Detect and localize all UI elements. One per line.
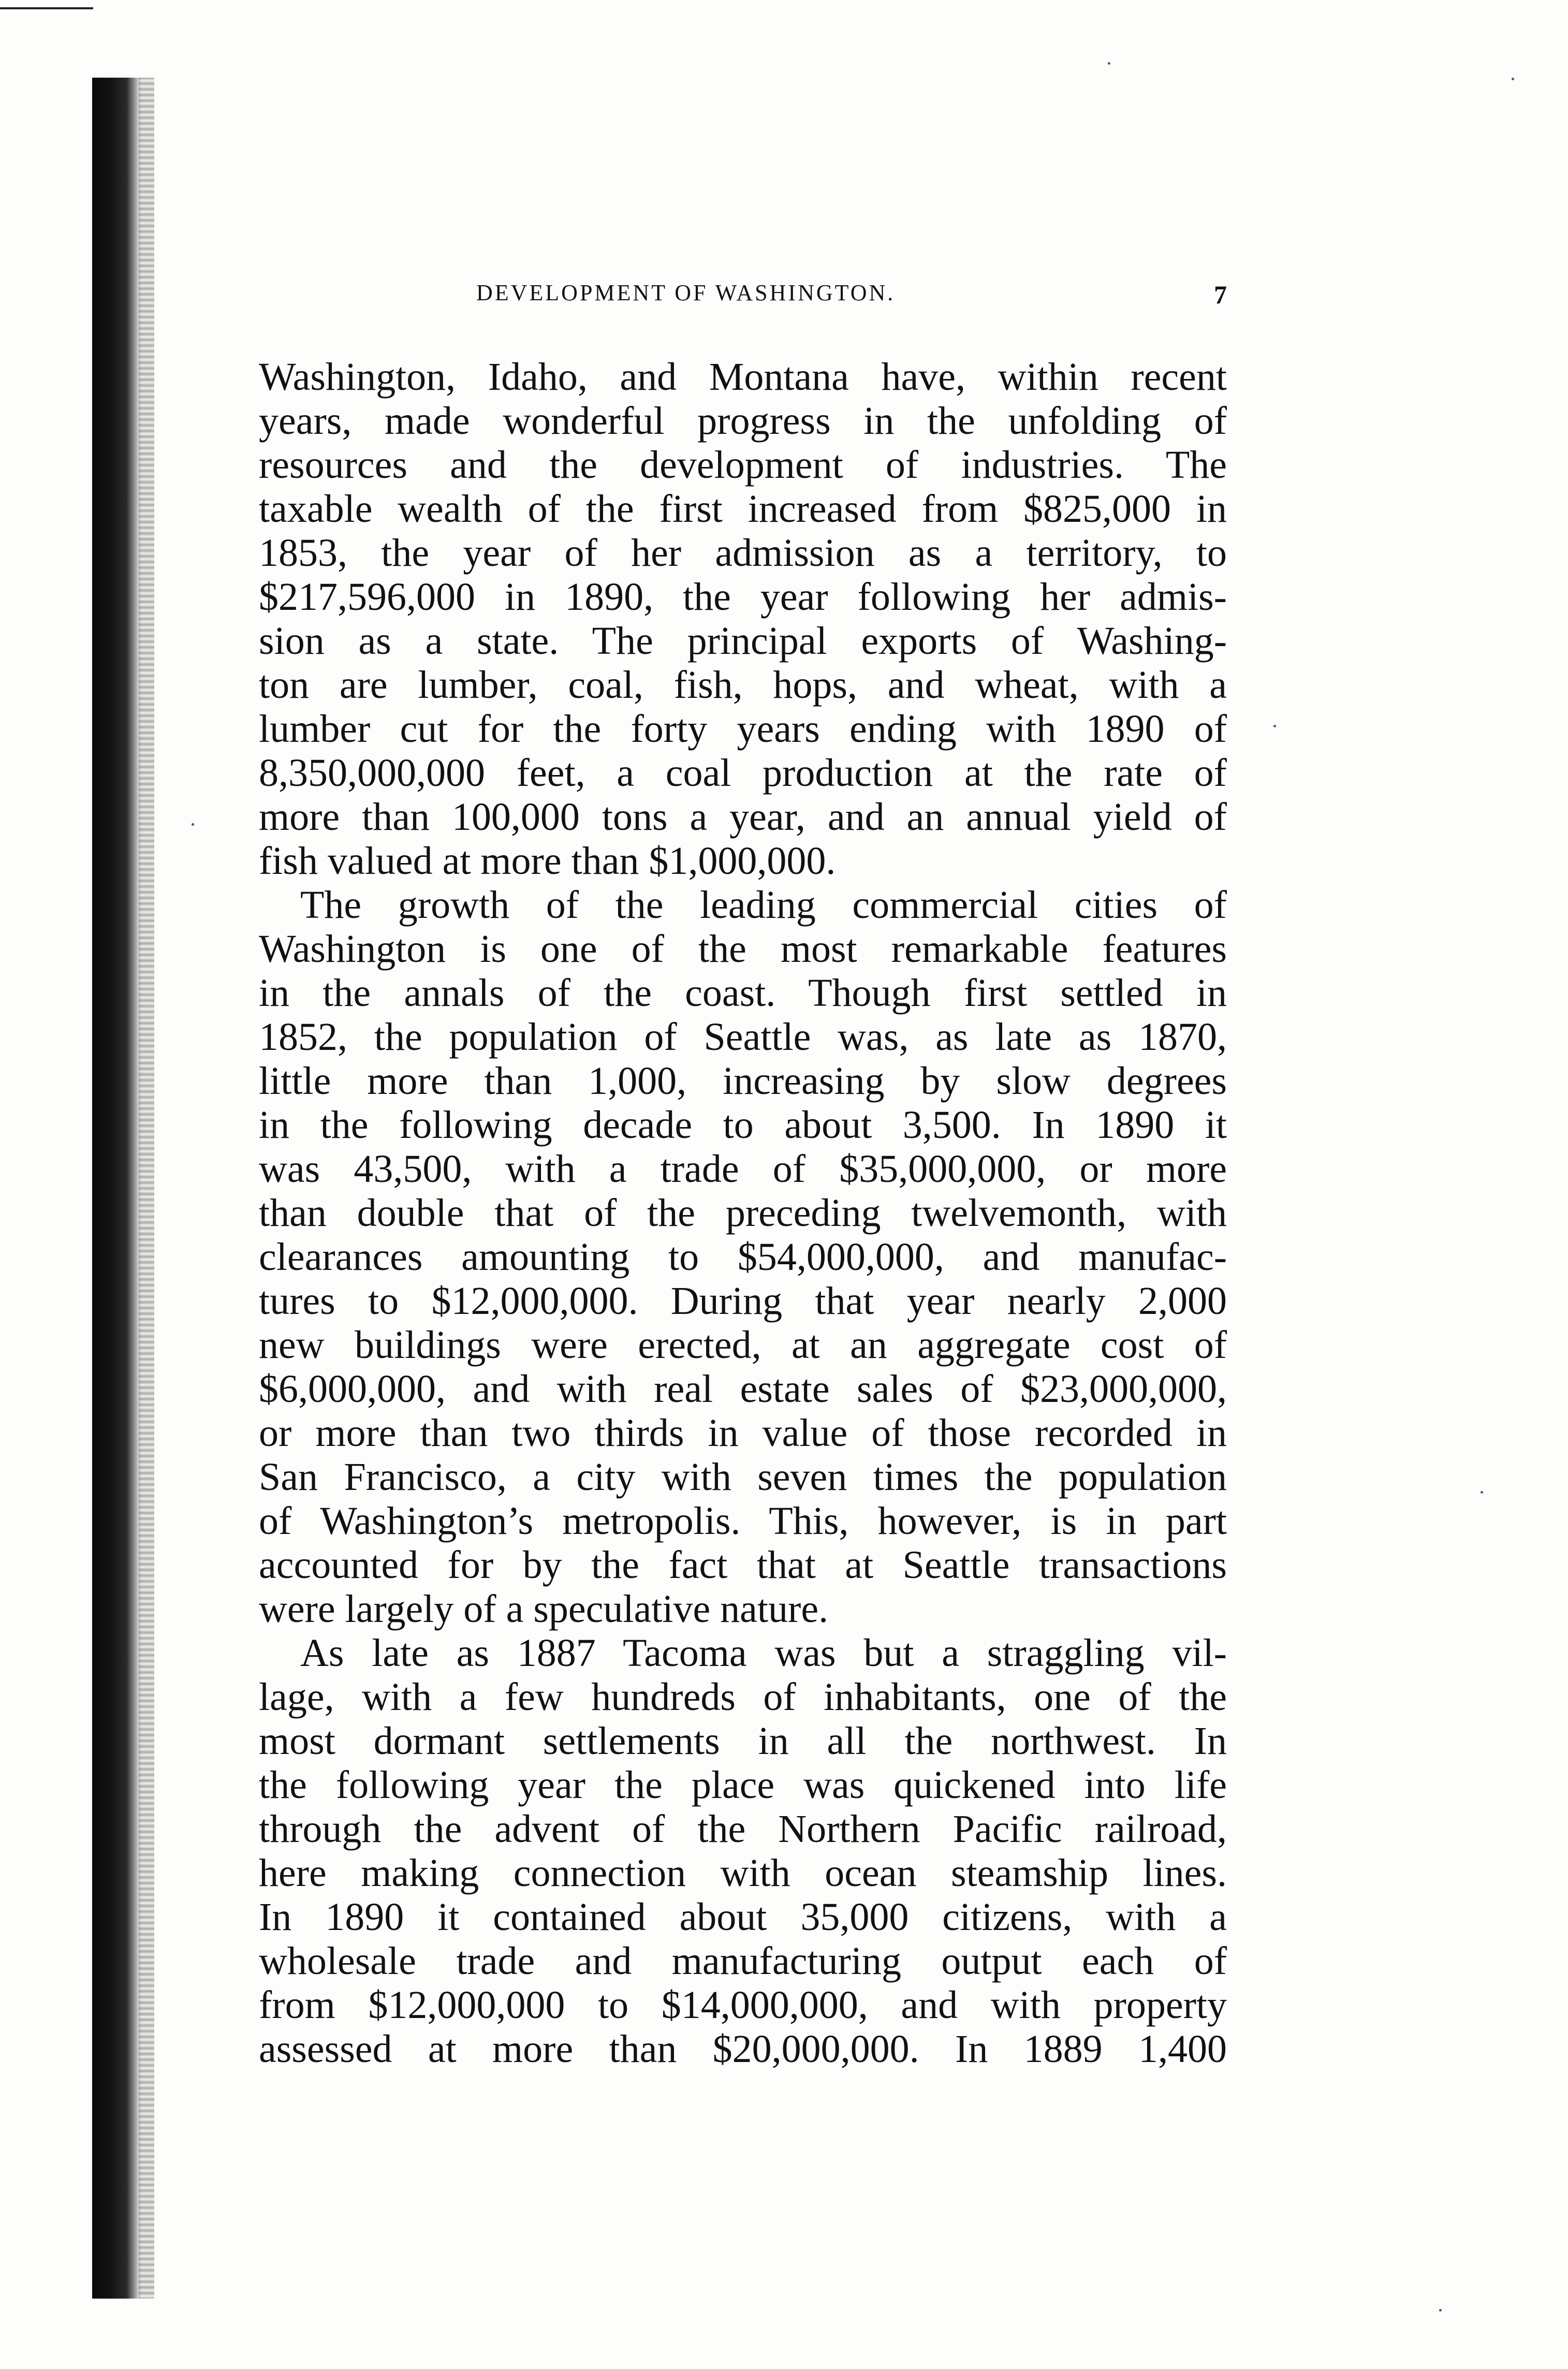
text-line: the following year the place was quickened into life (259, 1763, 1227, 1807)
body-text (259, 355, 1227, 2071)
text-line: 8,350,000,000 feet, a coal production at the rate of (259, 751, 1227, 795)
text-line: were largely of a speculative nature. (259, 1587, 829, 1631)
speck (1108, 62, 1110, 65)
text-line: Washington is one of the most remarkable features (259, 927, 1227, 971)
text-line: tures to $12,000,000. During that year nearly 2,000 (259, 1279, 1227, 1323)
text-line: San Francisco, a city with seven times the population (259, 1455, 1227, 1499)
text-line: lage, with a few hundreds of inhabitants, one of the (259, 1675, 1227, 1719)
text-line: little more than 1,000, increasing by slow degrees (259, 1059, 1227, 1103)
text-line: than double that of the preceding twelvemonth, with (259, 1191, 1227, 1235)
text-line: most dormant settlements in all the northwest. In (259, 1719, 1227, 1763)
binding-shadow (92, 78, 141, 2299)
text-line: of Washington’s metropolis. This, however, is in part (259, 1499, 1227, 1543)
speck (1481, 1491, 1483, 1494)
text-line: new buildings were erected, at an aggregate cost of (259, 1323, 1227, 1367)
corner-mark (0, 7, 93, 9)
text-line: was 43,500, with a trade of $35,000,000, or more (259, 1147, 1227, 1191)
text-line: $217,596,000 in 1890, the year following her admis- (259, 575, 1227, 619)
text-line: taxable wealth of the first increased from $825,000 in (259, 487, 1227, 531)
text-line: clearances amounting to $54,000,000, and manufac- (259, 1235, 1227, 1279)
text-line: in the annals of the coast. Though first settled in (259, 971, 1227, 1015)
text-line: wholesale trade and manufacturing output each of (259, 1939, 1227, 1983)
running-title: DEVELOPMENT OF WASHINGTON. (476, 280, 896, 305)
text-line: accounted for by the fact that at Seattle transactions (259, 1543, 1227, 1587)
text-line: or more than two thirds in value of those recorded in (259, 1411, 1227, 1455)
text-line: assessed at more than $20,000,000. In 1889 1,400 (259, 2027, 1227, 2071)
binding-edge (139, 78, 154, 2299)
text-line: through the advent of the Northern Pacific railroad, (259, 1807, 1227, 1851)
speck (192, 823, 194, 826)
text-line: here making connection with ocean steamship lines. (259, 1851, 1227, 1895)
text-line: 1853, the year of her admission as a territory, to (259, 531, 1227, 575)
text-line: from $12,000,000 to $14,000,000, and with property (259, 1983, 1227, 2027)
speck (1512, 78, 1514, 80)
speck (1273, 725, 1276, 727)
speck (1439, 2309, 1442, 2312)
text-line: sion as a state. The principal exports of Washing- (259, 619, 1227, 663)
text-line: $6,000,000, and with real estate sales of $23,000,000, (259, 1367, 1227, 1411)
text-line: fish valued at more than $1,000,000. (259, 839, 836, 883)
text-line: years, made wonderful progress in the unfolding of (259, 399, 1227, 443)
text-line: The growth of the leading commercial cities of (300, 883, 1227, 927)
text-line: 1852, the population of Seattle was, as late as 1870, (259, 1015, 1227, 1059)
text-line: lumber cut for the forty years ending with 1890 of (259, 707, 1227, 751)
text-line: Washington, Idaho, and Montana have, within recent (259, 355, 1227, 399)
page-header (259, 280, 1227, 311)
page-number: 7 (1214, 280, 1227, 309)
text-line: more than 100,000 tons a year, and an annual yield of (259, 795, 1227, 839)
text-line: in the following decade to about 3,500. In 1890 it (259, 1103, 1227, 1147)
text-line: As late as 1887 Tacoma was but a straggling vil- (300, 1631, 1227, 1675)
text-line: resources and the development of industries. The (259, 443, 1227, 487)
text-line: In 1890 it contained about 35,000 citizens, with a (259, 1895, 1227, 1939)
text-line: ton are lumber, coal, fish, hops, and wheat, with a (259, 663, 1227, 707)
